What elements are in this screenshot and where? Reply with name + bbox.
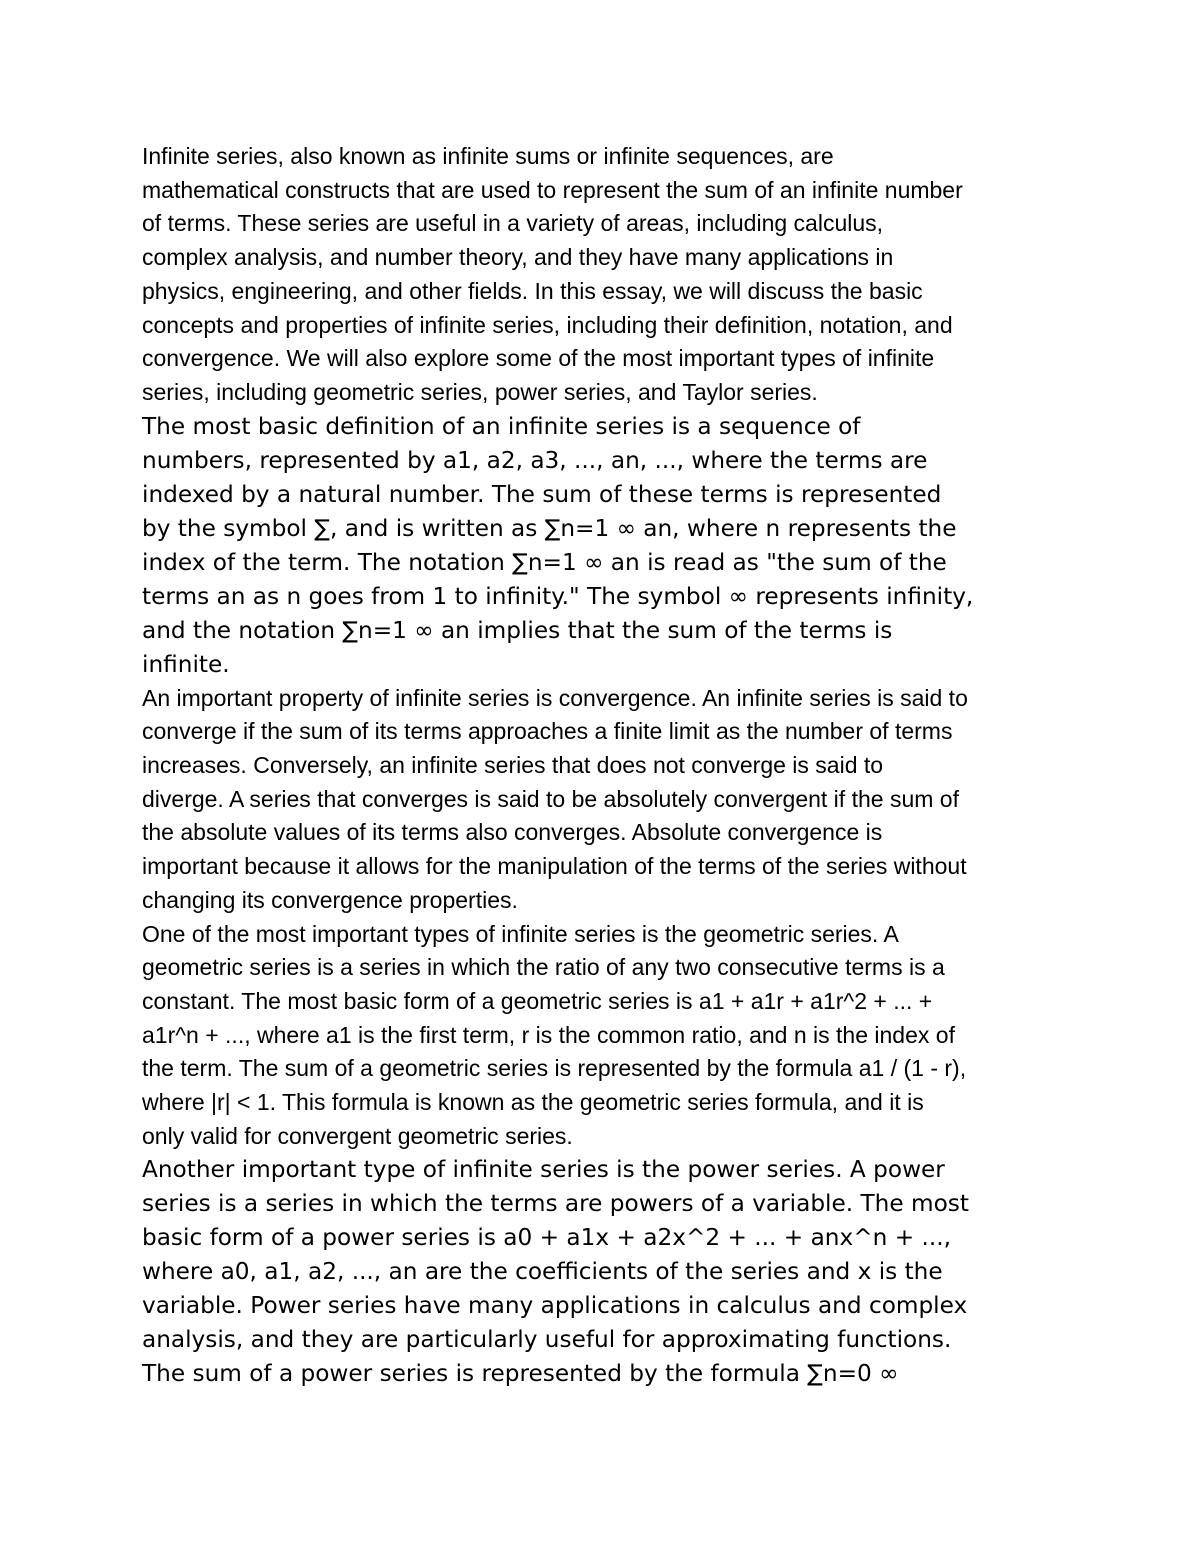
text-line: The most basic definition of an infinite series is a sequence of xyxy=(142,412,861,440)
document-body xyxy=(142,140,1072,1391)
text-line: changing its convergence properties. xyxy=(142,886,518,913)
text-line: variable. Power series have many applications in calculus and complex xyxy=(142,1292,968,1320)
text-line: where |r| < 1. This formula is known as the geometric series formula, and it is xyxy=(142,1089,924,1116)
text-line: of terms. These series are useful in a variety of areas, including calculus, xyxy=(142,210,884,237)
text-line: Another important type of infinite series is the power series. A power xyxy=(142,1156,945,1184)
paragraph-definition xyxy=(142,410,1072,682)
text-line: basic form of a power series is a0 + a1x + a2x^2 + ... + anx^n + ..., xyxy=(142,1224,951,1252)
text-line: numbers, represented by a1, a2, a3, ..., an, ..., where the terms are xyxy=(142,446,928,474)
text-line: concepts and properties of infinite series, including their definition, notation, and xyxy=(142,311,953,338)
paragraph-introduction xyxy=(142,140,1072,410)
text-line: One of the most important types of infinite series is the geometric series. A xyxy=(142,920,899,947)
text-line: index of the term. The notation ∑n=1 ∞ an is read as "the sum of the xyxy=(142,548,947,576)
text-line: physics, engineering, and other fields. In this essay, we will discuss the basic xyxy=(142,277,923,304)
text-line: series, including geometric series, power series, and Taylor series. xyxy=(142,378,818,405)
text-line: indexed by a natural number. The sum of these terms is represented xyxy=(142,480,942,508)
text-line: by the symbol ∑, and is written as ∑n=1 ∞ an, where n represents the xyxy=(142,514,957,542)
text-line: the absolute values of its terms also converges. Absolute convergence is xyxy=(142,819,883,846)
text-line: Infinite series, also known as infinite sums or infinite sequences, are xyxy=(142,143,834,169)
text-line: diverge. A series that converges is said to be absolutely convergent if the sum of xyxy=(142,785,959,812)
text-line: infinite. xyxy=(142,650,230,678)
text-line: geometric series is a series in which the ratio of any two consecutive terms is a xyxy=(142,954,945,981)
text-line: only valid for convergent geometric series. xyxy=(142,1122,573,1149)
text-line: constant. The most basic form of a geometric series is a1 + a1r + a1r^2 + ... + xyxy=(142,987,933,1014)
text-line: increases. Conversely, an infinite series that does not converge is said to xyxy=(142,752,884,779)
text-line: convergence. We will also explore some of the most important types of infinite xyxy=(142,345,935,372)
text-line: An important property of infinite series is convergence. An infinite series is said to xyxy=(142,684,968,711)
text-line: and the notation ∑n=1 ∞ an implies that the sum of the terms is xyxy=(142,616,893,644)
text-line: series is a series in which the terms are powers of a variable. The most xyxy=(142,1190,969,1218)
text-line: complex analysis, and number theory, and they have many applications in xyxy=(142,244,894,271)
text-line: important because it allows for the manipulation of the terms of the series without xyxy=(142,853,967,880)
text-line: mathematical constructs that are used to represent the sum of an infinite number xyxy=(142,176,963,203)
paragraph-convergence xyxy=(142,682,1072,918)
text-line: terms an as n goes from 1 to infinity." The symbol ∞ represents infinity, xyxy=(142,582,974,610)
text-line: the term. The sum of a geometric series is represented by the formula a1 / (1 - r), xyxy=(142,1055,967,1082)
paragraph-power-series xyxy=(142,1153,1072,1391)
text-line: converge if the sum of its terms approaches a finite limit as the number of terms xyxy=(142,718,953,745)
text-line: analysis, and they are particularly useful for approximating functions. xyxy=(142,1326,952,1354)
text-line: where a0, a1, a2, ..., an are the coefficients of the series and x is the xyxy=(142,1258,943,1286)
text-line: a1r^n + ..., where a1 is the first term, r is the common ratio, and n is the index of xyxy=(142,1021,955,1048)
text-line: The sum of a power series is represented by the formula ∑n=0 ∞ xyxy=(142,1360,899,1388)
paragraph-geometric-series xyxy=(142,918,1072,1154)
